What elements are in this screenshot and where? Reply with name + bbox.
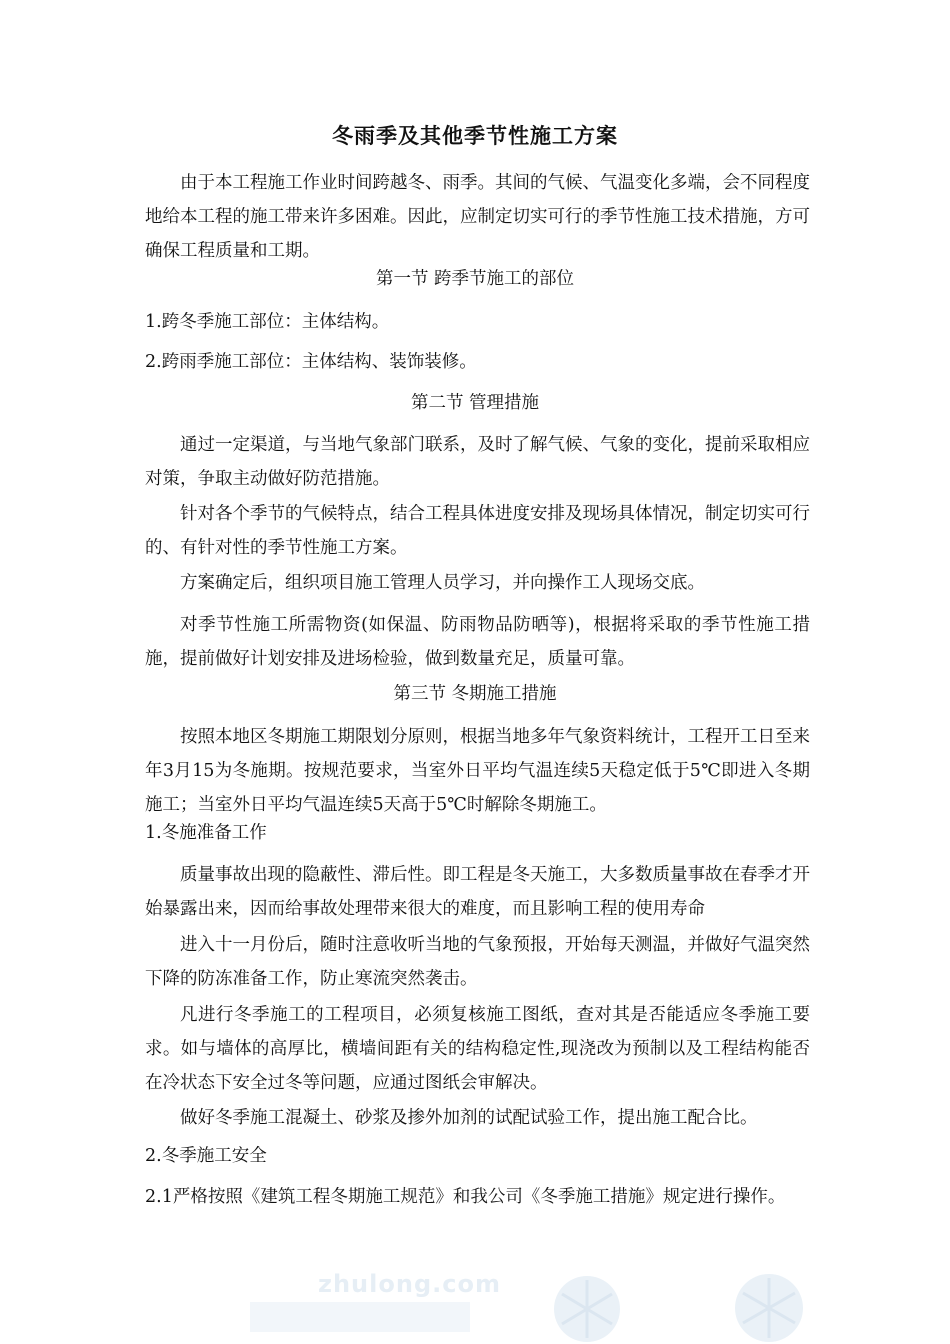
subsection-1-paragraph-2: 进入十一月份后，随时注意收听当地的气象预报，开始每天测温，并做好气温突然下降的防冻准备工作，防止寒流突然袭击。 [145, 935, 810, 989]
section-2-paragraph-4: 对季节性施工所需物资(如保温、防雨物品防晒等)，根据将采取的季节性施工措施，提前做好计划安排及进场检验，做到数量充足，质量可靠。 [145, 615, 810, 669]
subsection-2-item: 2.1严格按照《建筑工程冬期施工规范》和我公司《冬季施工措施》规定进行操作。 [145, 1187, 786, 1207]
intro-paragraph: 由于本工程施工作业时间跨越冬、雨季。其间的气候、气温变化多端，会不同程度地给本工程的施工带来许多困难。因此，应制定切实可行的季节性施工技术措施，方可确保工程质量和工期。 [145, 173, 810, 261]
section-1-item-2: 2.跨雨季施工部位：主体结构、装饰装修。 [145, 352, 477, 372]
section-1-heading: 第一节 跨季节施工的部位 [375, 269, 575, 289]
section-2-paragraph-1: 通过一定渠道，与当地气象部门联系，及时了解气候、气象的变化，提前采取相应对策，争取主动做好防范措施。 [145, 435, 810, 489]
snowflake-icon [732, 1272, 806, 1344]
subsection-1-paragraph-3: 凡进行冬季施工的工程项目，必须复核施工图纸，查对其是否能适应冬季施工要求。如与墙体的高厚比，横墙间距有关的结构稳定性,现浇改为预制以及工程结构能否在冷状态下安全过冬等问题，应通过图纸会审解决。 [145, 1005, 810, 1093]
section-2-paragraph-3: 方案确定后，组织项目施工管理人员学习，并向操作工人现场交底。 [180, 573, 705, 593]
document-title: 冬雨季及其他季节性施工方案 [332, 124, 618, 148]
section-2-paragraph-2: 针对各个季节的气候特点，结合工程具体进度安排及现场具体情况，制定切实可行的、有针对性的季节性施工方案。 [145, 504, 810, 558]
subsection-2-title: 2.冬季施工安全 [145, 1146, 267, 1166]
section-2-heading: 第二节 管理措施 [410, 393, 540, 413]
subsection-1-paragraph-4: 做好冬季施工混凝土、砂浆及掺外加剂的试配试验工作，提出施工配合比。 [180, 1108, 758, 1128]
snowflake-icon [552, 1274, 622, 1344]
subsection-1-title: 1.冬施准备工作 [145, 823, 267, 843]
section-1-item-1: 1.跨冬季施工部位：主体结构。 [145, 312, 390, 332]
watermark-band [250, 1302, 470, 1332]
subsection-1-paragraph-1: 质量事故出现的隐蔽性、滞后性。即工程是冬天施工，大多数质量事故在春季才开始暴露出来，因而给事故处理带来很大的难度，而且影响工程的使用寿命 [145, 865, 810, 919]
section-3-heading: 第三节 冬期施工措施 [393, 684, 557, 704]
watermark-text: zhulong.com [318, 1270, 501, 1298]
section-3-intro: 按照本地区冬期施工期限划分原则，根据当地多年气象资料统计，工程开工日至来年3月15为冬施期。按规范要求，当室外日平均气温连续5天稳定低于5℃即进入冬期施工；当室外日平均气温连续5天高于5℃时解除冬期施工。 [145, 727, 810, 815]
